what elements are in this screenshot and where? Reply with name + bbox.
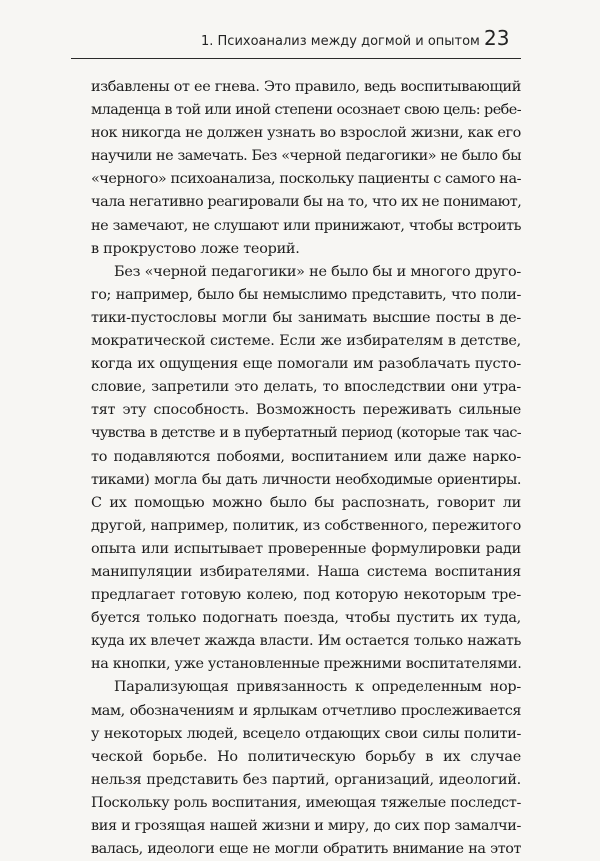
text-line: то подавляются побоями, воспитанием или даже нарко-: [91, 448, 521, 465]
text-line: мам, обозначениям и ярлыкам отчетливо прослеживается: [91, 702, 521, 719]
text-line: Без «черной педагогики» не было бы и многого друго-: [114, 263, 521, 280]
page-number: 23: [484, 26, 510, 50]
text-line: нок никогда не должен узнать во взрослой жизни, как его: [91, 125, 521, 142]
text-line: валась, идеологи еще не могли обратить внимание на этот: [91, 841, 521, 858]
text-line: буется только подогнать поезда, чтобы пустить их туда,: [91, 610, 521, 627]
text-line: чувства в детстве и в пубертатный период (которые так час-: [91, 425, 521, 442]
text-line: предлагает готовую колею, под которую некоторым тре-: [91, 587, 521, 604]
text-line: Парализующая привязанность к определенным нор-: [114, 679, 521, 696]
text-line: куда их влечет жажда власти. Им остается только нажать: [91, 633, 521, 650]
text-line: словие, запретили это делать, то впоследствии они утра-: [91, 379, 521, 396]
page-header: [0, 0, 600, 70]
text-line: тики-пустословы могли бы занимать высшие посты в де-: [91, 309, 521, 326]
text-line: «черного» психоанализа, поскольку пациенты с самого на-: [91, 171, 521, 188]
text-line: ческой борьбе. Но политическую борьбу в их случае: [91, 748, 521, 765]
text-line: не замечают, не слушают или принижают, чтобы встроить: [91, 217, 521, 234]
text-line: научили не замечать. Без «черной педагогики» не было бы: [91, 148, 521, 165]
text-line: когда их ощущения еще помогали им разоблачать пусто-: [91, 356, 521, 373]
text-line: тят эту способность. Возможность переживать сильные: [91, 402, 521, 419]
text-line: го; например, было бы немыслимо представить, что поли-: [91, 286, 521, 303]
header-rule: [71, 58, 521, 59]
text-line: чала негативно реагировали бы на то, что их не понимают,: [91, 194, 522, 211]
text-line: опыта или испытывает проверенные формулировки ради: [91, 540, 521, 557]
text-line: избавлены от ее гнева. Это правило, ведь воспитывающий: [91, 79, 521, 95]
running-title: 1. Психоанализ между догмой и опытом: [201, 34, 480, 49]
text-line: младенца в той или иной степени осознает свою цель: ребе-: [91, 102, 522, 119]
text-line: Поскольку роль воспитания, имеющая тяжелые последст-: [91, 794, 521, 811]
text-line: нельзя представить без партий, организаций, идеологий.: [91, 771, 521, 788]
text-line: на кнопки, уже установленные прежними воспитателями.: [91, 656, 522, 673]
text-line: в прокрустово ложе теорий.: [91, 240, 300, 257]
body-text: [91, 76, 521, 861]
text-line: другой, например, политик, из собственного, пережитого: [91, 517, 522, 534]
text-line: мократической системе. Если же избирателям в детстве,: [91, 333, 521, 350]
text-line: вия и грозящая нашей жизни и миру, до сих пор замалчи-: [91, 818, 521, 834]
text-line: тиками) могла бы дать личности необходимые ориентиры.: [91, 471, 521, 488]
text-line: С их помощью можно было бы распознать, говорит ли: [91, 494, 521, 511]
text-line: у некоторых людей, всецело отдающих свои силы полити-: [91, 725, 521, 742]
text-line: манипуляции избирателями. Наша система воспитания: [91, 563, 521, 580]
